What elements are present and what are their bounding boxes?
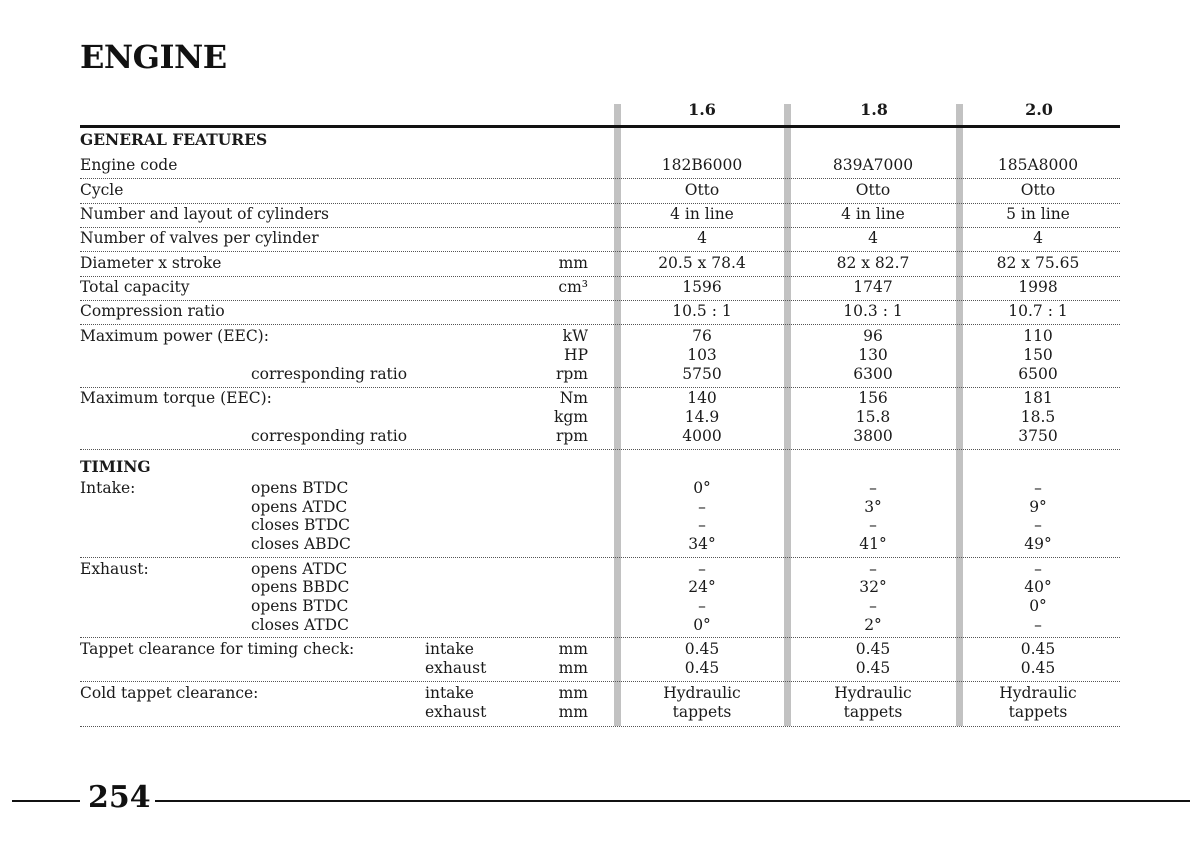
value-cell: 9° (1029, 498, 1047, 516)
row-divider (80, 251, 1120, 252)
sub-label: closes ATDC (251, 616, 349, 634)
value-cell: 0° (1029, 597, 1047, 615)
unit-label: cm³ (558, 278, 588, 296)
row-label: Tappet clearance for timing check: (80, 640, 355, 658)
row-divider (80, 681, 1120, 682)
row-label: Engine code (80, 156, 178, 174)
value-cell: – (869, 479, 877, 497)
unit-label: HP (564, 346, 588, 364)
value-cell: 4 in line (670, 205, 734, 223)
value-cell: 1747 (853, 278, 893, 296)
row-divider (80, 637, 1120, 638)
value-cell: 4 (697, 229, 707, 247)
value-cell: – (698, 498, 706, 516)
value-cell: tappets (1008, 703, 1068, 721)
value-cell: 4 (868, 229, 878, 247)
value-cell: 18.5 (1020, 408, 1056, 426)
value-cell: 185A8000 (997, 156, 1079, 174)
value-cell: 3800 (853, 427, 893, 445)
row-divider (80, 557, 1120, 558)
row-label: Maximum power (EEC): (80, 327, 269, 345)
value-cell: Otto (684, 181, 720, 199)
value-cell: – (698, 560, 706, 578)
value-cell: 130 (858, 346, 888, 364)
value-cell: 1998 (1018, 278, 1058, 296)
row-divider (80, 726, 1120, 727)
value-cell: – (1034, 616, 1042, 634)
sub-label: intake (425, 684, 474, 702)
row-label: Maximum torque (EEC): (80, 389, 272, 407)
unit-label: kW (562, 327, 588, 345)
value-cell: 150 (1023, 346, 1053, 364)
column-separator (614, 104, 621, 726)
row-label: Total capacity (80, 278, 190, 296)
value-cell: 49° (1024, 535, 1052, 553)
row-label: Compression ratio (80, 302, 225, 320)
row-divider (80, 178, 1120, 179)
row-divider (80, 227, 1120, 228)
value-cell: 839A7000 (832, 156, 914, 174)
value-cell: 34° (688, 535, 716, 553)
value-cell: 181 (1023, 389, 1053, 407)
sub-label: corresponding ratio (251, 365, 408, 383)
value-cell: 4 (1033, 229, 1043, 247)
value-cell: 15.8 (855, 408, 891, 426)
unit-label: mm (558, 640, 588, 658)
row-label: Cold tappet clearance: (80, 684, 259, 702)
section-heading: GENERAL FEATURES (80, 130, 268, 149)
footer-rule-right (155, 800, 1190, 802)
value-cell: – (869, 560, 877, 578)
row-divider (80, 276, 1120, 277)
row-divider (80, 387, 1120, 388)
value-cell: 1596 (682, 278, 722, 296)
sub-label: exhaust (425, 703, 487, 721)
row-label: Cycle (80, 181, 124, 199)
row-divider (80, 203, 1120, 204)
value-cell: – (1034, 479, 1042, 497)
row-divider (80, 300, 1120, 301)
row-divider (80, 324, 1120, 325)
value-cell: Otto (855, 181, 891, 199)
value-cell: – (869, 516, 877, 534)
value-cell: Hydraulic (999, 684, 1077, 702)
unit-label: Nm (559, 389, 588, 407)
page-title: ENGINE (80, 38, 227, 76)
value-cell: 0° (693, 616, 711, 634)
sub-label: opens BBDC (251, 578, 350, 596)
value-cell: – (1034, 560, 1042, 578)
unit-label: rpm (555, 365, 588, 383)
column-header-1-6: 1.6 (688, 100, 716, 119)
unit-label: mm (558, 703, 588, 721)
value-cell: Hydraulic (834, 684, 912, 702)
value-cell: 41° (859, 535, 887, 553)
value-cell: 82 x 75.65 (996, 254, 1080, 272)
value-cell: 2° (864, 616, 882, 634)
value-cell: 10.5 : 1 (672, 302, 732, 320)
row-label: Number of valves per cylinder (80, 229, 319, 247)
value-cell: 32° (859, 578, 887, 596)
unit-label: rpm (555, 427, 588, 445)
sub-label: opens BTDC (251, 597, 349, 615)
header-rule (80, 125, 1120, 128)
value-cell: 0.45 (684, 640, 720, 658)
value-cell: 6300 (853, 365, 893, 383)
value-cell: 6500 (1018, 365, 1058, 383)
value-cell: 0° (693, 479, 711, 497)
unit-label: mm (558, 659, 588, 677)
value-cell: 4 in line (841, 205, 905, 223)
value-cell: 24° (688, 578, 716, 596)
value-cell: 0.45 (1020, 640, 1056, 658)
value-cell: 5750 (682, 365, 722, 383)
value-cell: 0.45 (855, 659, 891, 677)
value-cell: 4000 (682, 427, 722, 445)
row-label: Number and layout of cylinders (80, 205, 329, 223)
value-cell: 182B6000 (661, 156, 743, 174)
value-cell: 96 (863, 327, 883, 345)
page-number: 254 (88, 780, 151, 815)
row-label: Exhaust: (80, 560, 149, 578)
value-cell: 3750 (1018, 427, 1058, 445)
value-cell: 3° (864, 498, 882, 516)
sub-label: closes BTDC (251, 516, 350, 534)
value-cell: 10.3 : 1 (843, 302, 903, 320)
sub-label: closes ABDC (251, 535, 351, 553)
column-separator (784, 104, 791, 726)
unit-label: kgm (553, 408, 588, 426)
sub-label: exhaust (425, 659, 487, 677)
value-cell: 156 (858, 389, 888, 407)
value-cell: 0.45 (855, 640, 891, 658)
value-cell: tappets (843, 703, 903, 721)
row-label: Intake: (80, 479, 136, 497)
value-cell: 20.5 x 78.4 (658, 254, 746, 272)
value-cell: 82 x 82.7 (836, 254, 910, 272)
value-cell: Otto (1020, 181, 1056, 199)
sub-label: opens ATDC (251, 498, 348, 516)
value-cell: 76 (692, 327, 712, 345)
sub-label: corresponding ratio (251, 427, 408, 445)
value-cell: – (1034, 516, 1042, 534)
value-cell: 14.9 (684, 408, 720, 426)
value-cell: – (698, 516, 706, 534)
sub-label: opens BTDC (251, 479, 349, 497)
section-heading: TIMING (80, 457, 151, 476)
sub-label: opens ATDC (251, 560, 348, 578)
footer-rule-left (12, 800, 80, 802)
value-cell: 40° (1024, 578, 1052, 596)
row-divider (80, 449, 1120, 450)
value-cell: 5 in line (1006, 205, 1070, 223)
row-label: Diameter x stroke (80, 254, 222, 272)
value-cell: 0.45 (1020, 659, 1056, 677)
unit-label: mm (558, 684, 588, 702)
value-cell: 140 (687, 389, 717, 407)
value-cell: Hydraulic (663, 684, 741, 702)
sub-label: intake (425, 640, 474, 658)
column-header-1-8: 1.8 (860, 100, 888, 119)
value-cell: – (869, 597, 877, 615)
value-cell: – (698, 597, 706, 615)
value-cell: tappets (672, 703, 732, 721)
value-cell: 10.7 : 1 (1008, 302, 1068, 320)
unit-label: mm (558, 254, 588, 272)
column-separator (956, 104, 963, 726)
value-cell: 110 (1023, 327, 1053, 345)
value-cell: 0.45 (684, 659, 720, 677)
column-header-2-0: 2.0 (1025, 100, 1053, 119)
value-cell: 103 (687, 346, 717, 364)
